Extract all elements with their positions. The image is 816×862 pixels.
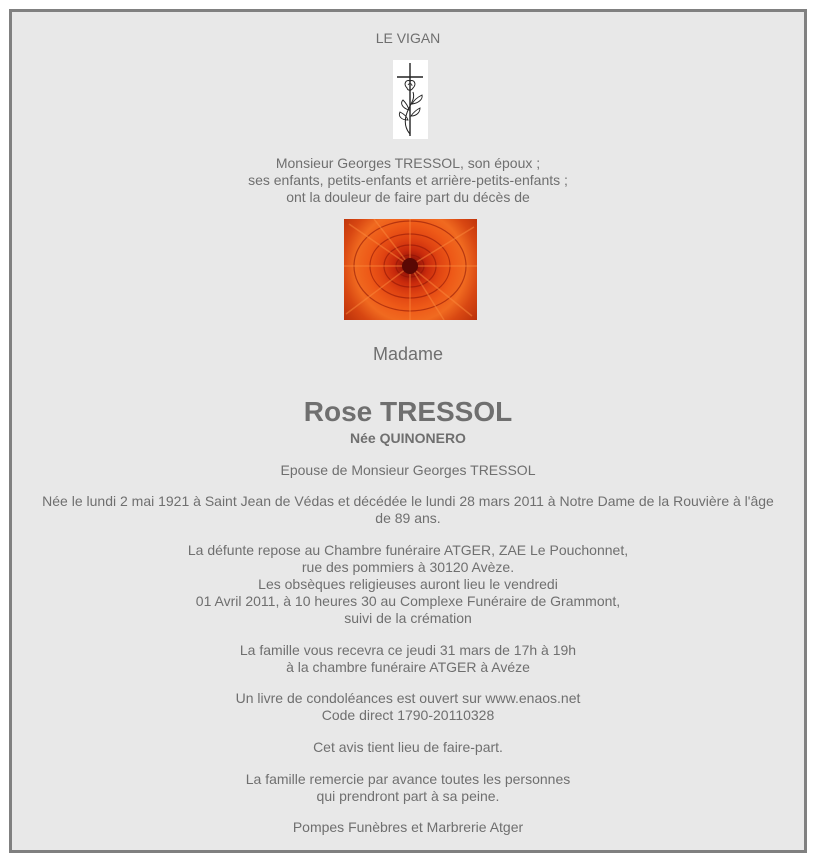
family-announcement	[12, 155, 804, 206]
birth-death-line: de 89 ans.	[375, 510, 441, 526]
reception-line: La famille vous recevra ce jeudi 31 mars de 17h à 19h	[239, 642, 577, 658]
funeral-line: suivi de la crémation	[344, 610, 472, 626]
honorific: Madame	[372, 344, 444, 364]
birth-death-line: Née le lundi 2 mai 1921 à Saint Jean de Védas et décédée le lundi 28 mars 2011 à Notre Dame de la Rouvière à l'âge	[42, 493, 774, 509]
funeral-home-name: Pompes Funèbres et Marbrerie Atger	[292, 819, 524, 835]
condolence-line: Code direct 1790-20110328	[321, 707, 495, 723]
spouse-line: Epouse de Monsieur Georges TRESSOL	[280, 462, 536, 478]
cross-with-rose-icon	[393, 60, 428, 139]
funeral-line: La défunte repose au Chambre funéraire ATGER, ZAE Le Pouchonnet,	[187, 542, 629, 558]
condolence-info	[26, 690, 790, 724]
maiden-name: Née QUINONERO	[350, 430, 466, 446]
notice-line: Cet avis tient lieu de faire-part.	[313, 739, 503, 755]
funeral-info	[26, 542, 790, 627]
thanks-line: qui prendront part à sa peine.	[316, 788, 500, 804]
reception-info	[26, 642, 790, 676]
funeral-line: 01 Avril 2011, à 10 heures 30 au Complexe Funéraire de Grammont,	[195, 593, 621, 609]
thanks-info	[26, 771, 790, 805]
birth-death-info	[26, 493, 790, 527]
family-line: ses enfants, petits-enfants et arrière-petits-enfants ;	[248, 172, 568, 188]
reception-line: à la chambre funéraire ATGER à Avéze	[286, 659, 530, 675]
obituary-notice	[9, 9, 807, 853]
deceased-name: Rose TRESSOL	[303, 396, 513, 427]
family-line: Monsieur Georges TRESSOL, son époux ;	[275, 155, 541, 171]
family-line: ont la douleur de faire part du décès de	[286, 189, 530, 205]
town-name: LE VIGAN	[375, 30, 441, 46]
funeral-line: Les obsèques religieuses auront lieu le vendredi	[258, 576, 558, 592]
funeral-line: rue des pommiers à 30120 Avèze.	[301, 559, 515, 575]
thanks-line: La famille remercie par avance toutes les personnes	[245, 771, 571, 787]
condolence-line: Un livre de condoléances est ouvert sur www.enaos.net	[235, 690, 581, 706]
flower-photo	[344, 219, 477, 320]
